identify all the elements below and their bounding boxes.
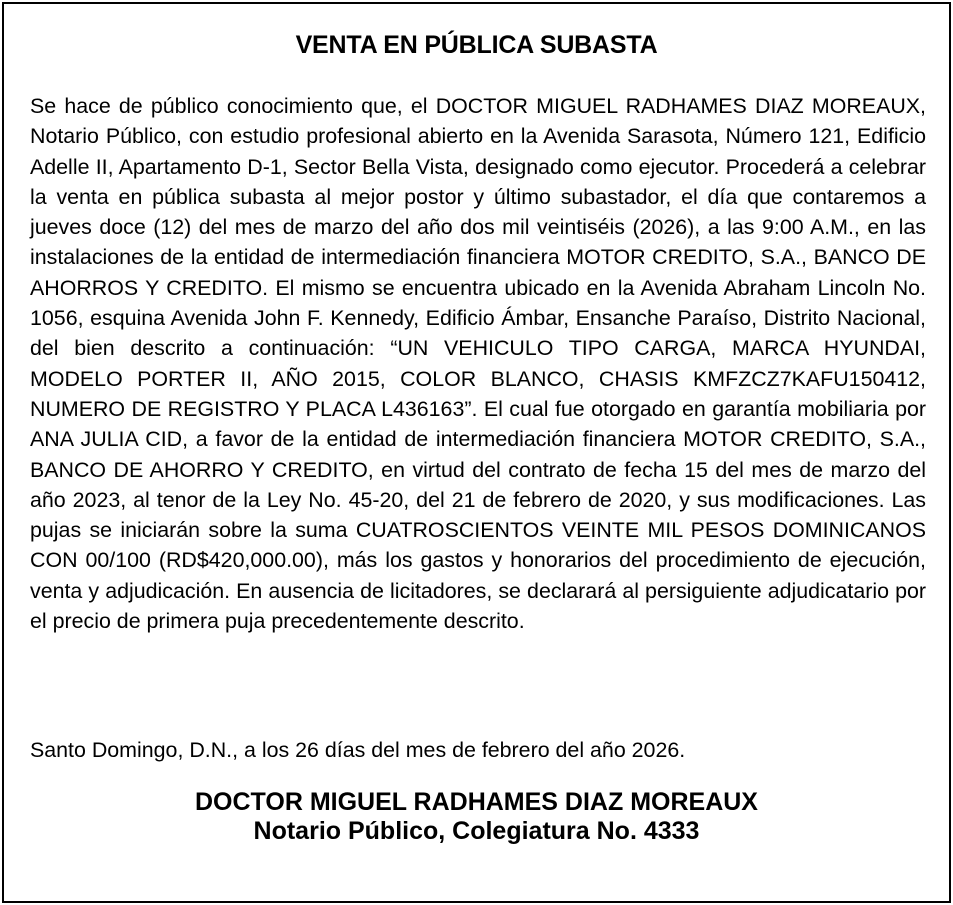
notice-title: VENTA EN PÚBLICA SUBASTA: [295, 31, 658, 59]
signatory-role: Notario Público, Colegiatura No. 4333: [253, 817, 700, 845]
signature-block: [4, 788, 949, 846]
notice-date-line: Santo Domingo, D.N., a los 26 días del mes de febrero del año 2026.: [30, 738, 686, 762]
notice-body: Se hace de público conocimiento que, el DOCTOR MIGUEL RADHAMES DIAZ MOREAUX, Notario Público, con estudio profesional abierto en la Avenida Sarasota, Número 121, Edificio Adelle II, Apartamento D-1, Sector Bella Vista, designado como ejecutor. Procederá a celebrar la venta en pública subasta al mejor postor y último subastador, el día que contaremos a jueves doce (12) del mes de marzo del año dos mil veintiséis (2026), a las 9:00 A.M., en las instalaciones de la entidad de intermediación financiera MOTOR CREDITO, S.A., BANCO DE AHORROS Y CREDITO. El mismo se encuentra ubicado en la Avenida Abraham Lincoln No. 1056, esquina Avenida John F. Kennedy, Edificio Ámbar, Ensanche Paraíso, Distrito Nacional, del bien descrito a continuación: “UN VEHICULO TIPO CARGA, MARCA HYUNDAI, MODELO PORTER II, AÑO 2015, COLOR BLANCO, CHASIS KMFZCZ7KAFU150412, NUMERO DE REGISTRO Y PLACA L436163”. El cual fue otorgado en garantía mobiliaria por ANA JULIA CID, a favor de la entidad de intermediación financiera MOTOR CREDITO, S.A., BANCO DE AHORRO Y CREDITO, en virtud del contrato de fecha 15 del mes de marzo del año 2023, al tenor de la Ley No. 45-20, del 21 de febrero de 2020, y sus modificaciones. Las pujas se iniciarán sobre la suma CUATROSCIENTOS VEINTE MIL PESOS DOMINICANOS CON 00/100 (RD$420,000.00), más los gastos y honorarios del procedimiento de ejecución, venta y adjudicación. En ausencia de licitadores, se declarará al persiguiente adjudicatario por el precio de primera puja precedentemente descrito.: [30, 94, 926, 634]
notice-border: [2, 2, 951, 903]
signatory-name: DOCTOR MIGUEL RADHAMES DIAZ MOREAUX: [195, 788, 758, 816]
